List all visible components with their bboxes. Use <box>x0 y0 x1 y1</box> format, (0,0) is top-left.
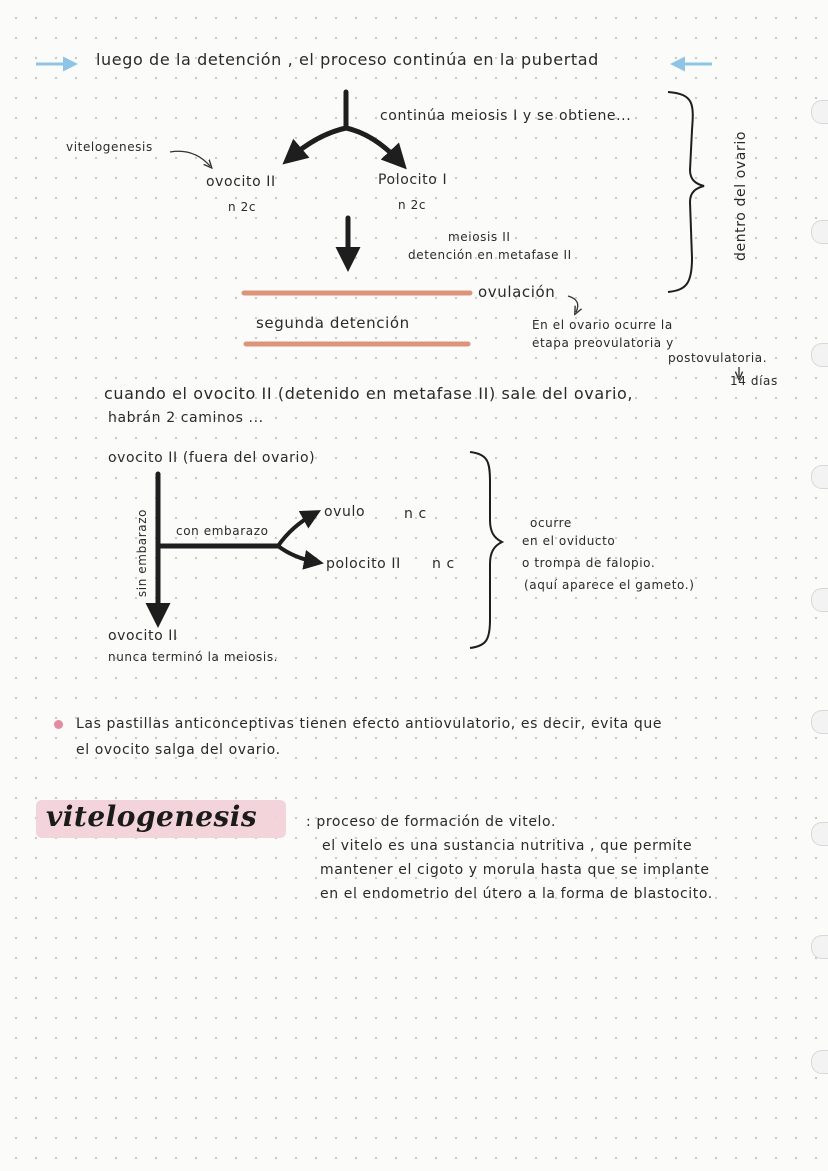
ocurre-line2: en el oviducto <box>522 534 616 548</box>
note-line1: Las pastillas anticonceptivas tienen efecto antiovulatorio, es decir, evita que <box>76 716 663 732</box>
ocurre-line4: (aquí aparece el gameto.) <box>524 578 695 592</box>
ovario-note-line1: En el ovario ocurre la <box>532 318 673 332</box>
meiosis-ii-label: meiosis II <box>448 230 511 244</box>
polocito-ii-label: polocito II <box>326 556 401 572</box>
ocurre-line1: ocurre <box>530 516 572 530</box>
continua-text: continúa meiosis I y se obtiene... <box>380 108 632 124</box>
ovario-note-line2: etapa preovulatoria y <box>532 336 674 350</box>
vitelo-thin-arrow <box>170 151 210 166</box>
nunca-termino-label: nunca terminó la meiosis. <box>108 650 279 664</box>
polocito-arrow <box>278 546 316 562</box>
con-embarazo-label: con embarazo <box>176 524 269 538</box>
ocurre-line3: o trompa de falopio. <box>522 556 656 570</box>
detencion-metafase-label: detención en metafase II <box>408 248 572 262</box>
ovulo-label: ovulo <box>324 504 366 520</box>
caminos-line: habrán 2 caminos ... <box>108 410 264 426</box>
note-line2: el ovocito salga del ovario. <box>76 742 281 758</box>
note-bullet <box>54 720 63 729</box>
ovulacion-thin-arrow <box>568 296 578 312</box>
ovulacion-label: ovulación <box>478 283 556 301</box>
segunda-detencion-label: segunda detención <box>256 314 410 332</box>
ovulo-ploidy: n c <box>404 506 427 522</box>
split-right-arrow <box>346 128 400 162</box>
vitelogenesis-label: vitelogenesis <box>66 140 153 154</box>
ovulo-arrow <box>278 514 314 546</box>
sin-embarazo-label: sin embarazo <box>135 508 150 598</box>
polocito-ploidy: n 2c <box>398 198 427 212</box>
polocito-ii-ploidy: n c <box>432 556 455 572</box>
definition-line3: mantener el cigoto y morula hasta que se implante <box>320 862 710 878</box>
ovocito-fuera-label: ovocito II (fuera del ovario) <box>108 450 316 466</box>
cuando-line: cuando el ovocito II (detenido en metafase II) sale del ovario, <box>104 384 634 403</box>
ovocito-ploidy: n 2c <box>228 200 257 214</box>
ovario-note-days: 14 días <box>730 374 778 388</box>
brace-middle <box>470 452 502 648</box>
vitelogenesis-title: vitelogenesis <box>46 800 258 833</box>
ovocito-label: ovocito II <box>206 174 276 190</box>
ovocito-ii-label: ovocito II <box>108 628 178 644</box>
dentro-ovario-label: dentro del ovario <box>733 130 750 262</box>
definition-line2: el vitelo es una sustancia nutritiva , que permite <box>322 838 693 854</box>
ovario-note-line3: postovulatoria. <box>668 351 768 365</box>
split-left-arrow <box>290 128 346 158</box>
definition-line1: : proceso de formación de vitelo. <box>306 814 557 830</box>
polocito-label: Polocito I <box>378 172 448 188</box>
definition-line4: en el endometrio del útero a la forma de blastocito. <box>320 886 713 902</box>
heading-line: luego de la detención , el proceso continúa en la pubertad <box>96 50 599 69</box>
brace-top <box>668 92 704 292</box>
